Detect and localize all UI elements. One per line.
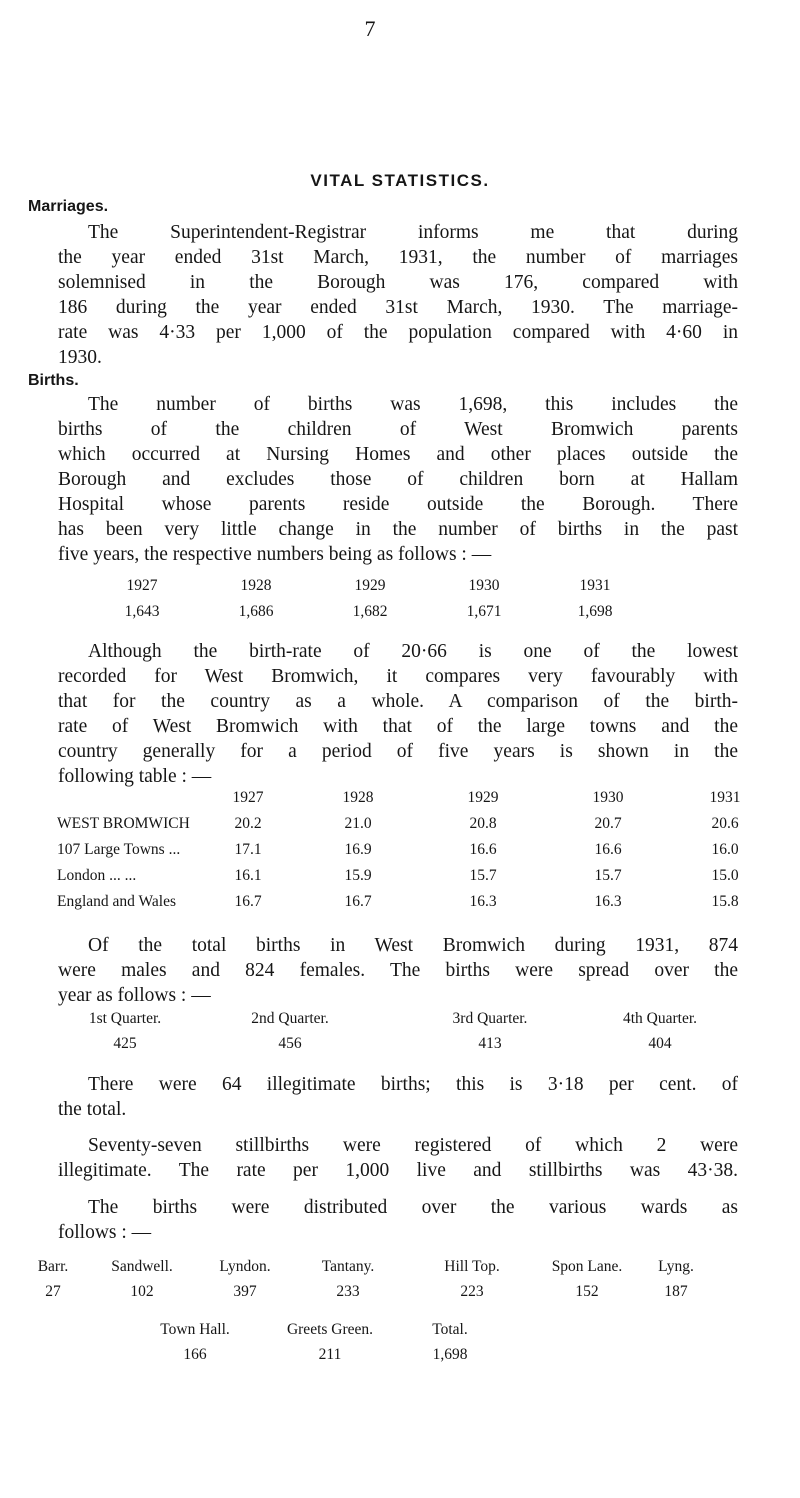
text-line: solemnised in the Borough was 176, compared with bbox=[58, 272, 738, 293]
text-line: follows : — bbox=[58, 1222, 152, 1243]
ward-label: Hill Top. bbox=[444, 1258, 500, 1275]
rate-cell: 16.3 bbox=[469, 893, 497, 910]
text-line: rate of West Bromwich with that of the large towns and the bbox=[58, 716, 738, 737]
rate-cell: 16.7 bbox=[344, 893, 372, 910]
text-line: illegitimate. The rate per 1,000 live and stillbirths was 43·38. bbox=[58, 1160, 738, 1181]
ward-value: 102 bbox=[130, 1283, 154, 1300]
column-header: 1929 bbox=[467, 789, 499, 806]
ward-label: Spon Lane. bbox=[551, 1258, 623, 1275]
text-line: following table : — bbox=[58, 766, 212, 787]
rate-cell: 16.7 bbox=[234, 893, 262, 910]
rate-cell: 15.7 bbox=[469, 867, 497, 884]
row-label: WEST BROMWICH bbox=[57, 815, 190, 832]
year-cell: 1931 bbox=[579, 577, 611, 594]
births-count: 1,686 bbox=[238, 603, 274, 620]
ward-value: 152 bbox=[575, 1283, 599, 1300]
births-paragraph-4 bbox=[58, 1072, 738, 1122]
marriages-paragraph bbox=[58, 220, 738, 370]
text-line: the year ended 31st March, 1931, the number of marriages bbox=[58, 247, 738, 268]
births-paragraph-2 bbox=[58, 639, 738, 789]
rate-cell: 20.2 bbox=[234, 815, 262, 832]
row-label: 107 Large Towns ... bbox=[57, 841, 181, 858]
table-row bbox=[0, 815, 800, 835]
births-count: 1,671 bbox=[466, 603, 502, 620]
year-cell: 1927 bbox=[126, 577, 158, 594]
wards-values-1 bbox=[0, 1283, 800, 1303]
table-row bbox=[0, 867, 800, 887]
column-header: 1928 bbox=[342, 789, 374, 806]
ward-label: Town Hall. bbox=[160, 1321, 230, 1338]
births-heading: Births. bbox=[28, 372, 79, 389]
text-line: country generally for a period of five years is shown in the bbox=[58, 741, 738, 762]
page-number: 7 bbox=[364, 16, 376, 41]
quarters-labels bbox=[0, 1010, 800, 1030]
quarter-value: 425 bbox=[113, 1035, 137, 1052]
ward-value: 397 bbox=[233, 1283, 257, 1300]
text-line: Hospital whose parents reside outside the Borough. There bbox=[58, 494, 738, 515]
row-label: England and Wales bbox=[57, 893, 176, 910]
text-line: The Superintendent-Registrar informs me that during bbox=[88, 222, 738, 243]
quarter-label: 4th Quarter. bbox=[622, 1010, 698, 1027]
quarter-value: 404 bbox=[648, 1035, 672, 1052]
text-line: There were 64 illegitimate births; this is 3·18 per cent. of bbox=[88, 1074, 738, 1095]
yearly-births-years bbox=[0, 577, 800, 597]
page-title: VITAL STATISTICS. bbox=[310, 171, 490, 190]
rate-cell: 16.3 bbox=[594, 893, 622, 910]
column-header: 1930 bbox=[592, 789, 624, 806]
ward-label: Lyndon. bbox=[219, 1258, 271, 1275]
column-header: 1927 bbox=[232, 789, 264, 806]
quarter-value: 456 bbox=[278, 1035, 302, 1052]
text-line: 1930. bbox=[58, 347, 102, 368]
table-header-row bbox=[0, 789, 800, 809]
ward-label: Total. bbox=[432, 1321, 468, 1338]
text-line: Of the total births in West Bromwich during 1931, 874 bbox=[88, 935, 738, 956]
yearly-births-values bbox=[0, 603, 800, 623]
table-row bbox=[0, 893, 800, 913]
text-line: rate was 4·33 per 1,000 of the population compared with 4·60 in bbox=[58, 322, 738, 343]
column-header: 1931 bbox=[709, 789, 741, 806]
year-cell: 1929 bbox=[354, 577, 386, 594]
ward-label: Greets Green. bbox=[286, 1321, 374, 1338]
rate-cell: 15.9 bbox=[344, 867, 372, 884]
rate-cell: 16.0 bbox=[711, 841, 739, 858]
birth-rate-table bbox=[0, 789, 800, 919]
text-line: were males and 824 females. The births were spread over the bbox=[58, 960, 738, 981]
ward-value: 166 bbox=[183, 1346, 207, 1363]
rate-cell: 16.6 bbox=[469, 841, 497, 858]
ward-label: Barr. bbox=[37, 1258, 69, 1275]
table-row bbox=[0, 841, 800, 861]
rate-cell: 16.9 bbox=[344, 841, 372, 858]
rate-cell: 16.1 bbox=[234, 867, 262, 884]
ward-label: Lyng. bbox=[658, 1258, 694, 1275]
ward-value: 233 bbox=[336, 1283, 360, 1300]
ward-label: Tantany. bbox=[321, 1258, 375, 1275]
births-paragraph-3 bbox=[58, 933, 738, 1008]
text-line: has been very little change in the number of births in the past bbox=[58, 519, 738, 540]
text-line: 186 during the year ended 31st March, 1930. The marriage- bbox=[58, 297, 738, 318]
row-label: London ... ... bbox=[57, 867, 137, 884]
text-line: year as follows : — bbox=[58, 985, 211, 1006]
quarter-label: 3rd Quarter. bbox=[452, 1010, 528, 1027]
quarter-label: 1st Quarter. bbox=[88, 1010, 162, 1027]
year-cell: 1928 bbox=[240, 577, 272, 594]
ward-value: 223 bbox=[460, 1283, 484, 1300]
rate-cell: 21.0 bbox=[344, 815, 372, 832]
wards-labels-2 bbox=[0, 1321, 800, 1341]
text-line: The number of births was 1,698, this includes the bbox=[88, 394, 738, 415]
ward-value: 1,698 bbox=[432, 1346, 468, 1363]
births-count: 1,682 bbox=[352, 603, 388, 620]
births-paragraph-1 bbox=[58, 392, 738, 567]
quarters-values bbox=[0, 1035, 800, 1055]
text-line: which occurred at Nursing Homes and other places outside the bbox=[58, 444, 738, 465]
ward-value: 187 bbox=[664, 1283, 688, 1300]
text-line: five years, the respective numbers being as follows : — bbox=[58, 544, 492, 565]
quarter-value: 413 bbox=[478, 1035, 502, 1052]
wards-values-2 bbox=[0, 1346, 800, 1366]
text-line: that for the country as a whole. A comparison of the birth- bbox=[58, 691, 738, 712]
quarter-label: 2nd Quarter. bbox=[251, 1010, 329, 1027]
rate-cell: 17.1 bbox=[234, 841, 262, 858]
births-count: 1,698 bbox=[577, 603, 613, 620]
rate-cell: 20.6 bbox=[711, 815, 739, 832]
births-paragraph-5 bbox=[58, 1133, 738, 1183]
text-line: Although the birth-rate of 20·66 is one of the lowest bbox=[88, 641, 738, 662]
births-count: 1,643 bbox=[124, 603, 160, 620]
year-cell: 1930 bbox=[468, 577, 500, 594]
text-line: The births were distributed over the various wards as bbox=[88, 1197, 738, 1218]
rate-cell: 16.6 bbox=[594, 841, 622, 858]
text-line: recorded for West Bromwich, it compares very favourably with bbox=[58, 666, 738, 687]
births-paragraph-6 bbox=[58, 1195, 738, 1245]
ward-value: 211 bbox=[318, 1346, 342, 1363]
rate-cell: 15.0 bbox=[711, 867, 739, 884]
rate-cell: 20.7 bbox=[594, 815, 622, 832]
ward-label: Sandwell. bbox=[111, 1258, 173, 1275]
wards-labels-1 bbox=[0, 1258, 800, 1278]
ward-value: 27 bbox=[45, 1283, 61, 1300]
text-line: Borough and excludes those of children born at Hallam bbox=[58, 469, 738, 490]
text-line: births of the children of West Bromwich parents bbox=[58, 419, 738, 440]
text-line: Seventy-seven stillbirths were registered of which 2 were bbox=[88, 1135, 738, 1156]
rate-cell: 15.7 bbox=[594, 867, 622, 884]
rate-cell: 15.8 bbox=[711, 893, 739, 910]
text-line: the total. bbox=[58, 1099, 127, 1120]
rate-cell: 20.8 bbox=[469, 815, 497, 832]
marriages-heading: Marriages. bbox=[28, 198, 109, 215]
